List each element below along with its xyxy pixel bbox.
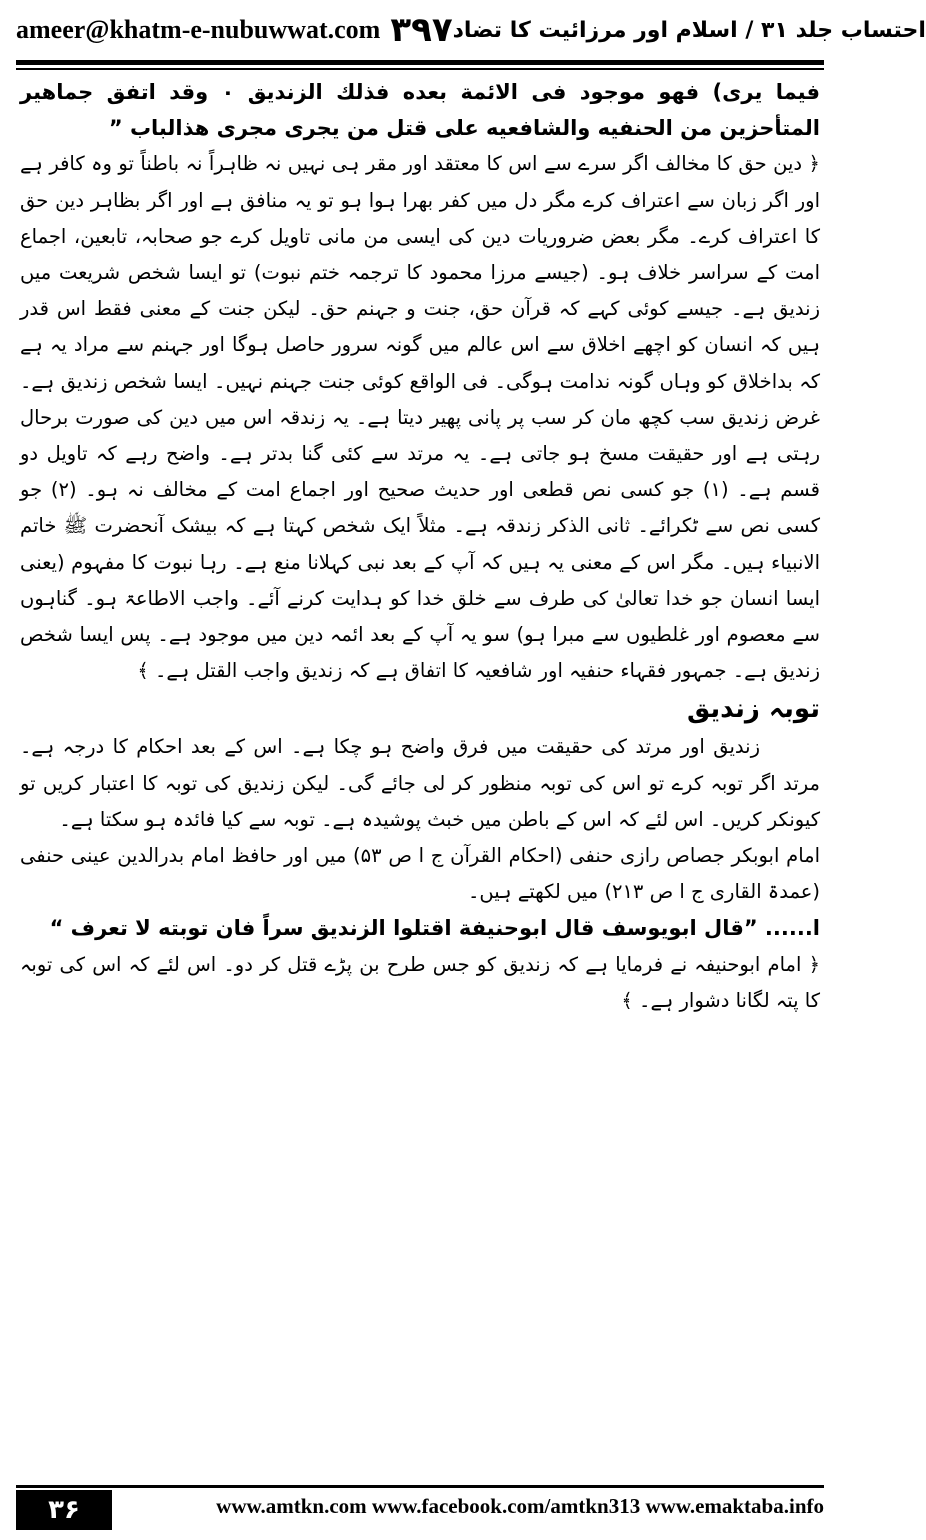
paragraph-1: ﴿ دین حق کا مخالف اگر سرے سے اس کا معتقد اور مقر ہی نہیں نہ ظاہراً نہ باطناً تو وہ کافر ہے اور اگر زبان سے اعتراف کرے مگر دل میں کفر بھرا ہوا ہو تو یہ منافق ہے اور اگر بظاہر دین حق کا اعتراف کرے۔ مگر بعض ضروریات دین کی ایسی من مانی تاویل کرے جو صحابہ، تابعین، اجماع امت کے سراسر خلاف ہو۔ (جیسے مرزا محمود کا ترجمہ ختم نبوت) تو ایسا شخص شریعت میں زندیق ہے۔ جیسے کوئی کہے کہ قرآن حق، جنت و جہنم حق۔ لیکن جنت کے معنی فقط اس قدر ہیں کہ انسان کو اچھے اخلاق سے اس عالم میں گونہ سرور حاصل ہوگا اور جہنم سے مراد یہ ہے کہ بداخلاق کو وہاں گونہ ندامت ہوگی۔ فی الواقع کوئی جنت جہنم نہیں۔ ایسا شخص زندیق ہے۔ غرض زندیق سب کچھ مان کر سب پر پانی پھیر دیتا ہے۔ یہ زندقہ اس میں دین کی صورت برحال رہتی ہے اور حقیقت مسخ ہو جاتی ہے۔ یہ مرتد سے کئی گنا بدتر ہے۔ واضح رہے کہ تاویل دو قسم ہے۔ (۱) جو کسی نص قطعی اور حدیث صحیح اور اجماع امت کے مخالف نہ ہو۔ (۲) جو کسی نص سے ٹکرائے۔ ثانی الذکر زندقہ ہے۔ مثلاً ایک شخص کہتا ہے کہ بیشک آنحضرت ﷺ خاتم الانبیاء ہیں۔ مگر اس کے معنی یہ ہیں کہ آپ کے بعد نبی کہلانا منع ہے۔ رہا نبوت کا مفہوم (یعنی ایسا انسان جو خدا تعالیٰ کی طرف سے خلق خدا کو ہدایت کرنے آئے۔ واجب الاطاعۃ ہو۔ گناہوں سے معصوم اور غلطیوں سے مبرا ہو) سو یہ آپ کے بعد ائمہ دین میں موجود ہے۔ پس ایسا شخص زندیق ہے۔ جمہور فقہاء حنفیہ اور شافعیہ کا اتفاق ہے کہ زندیق واجب القتل ہے۔ ﴾ [20, 152, 821, 683]
header-email: ameer@khatm-e-nubuwwat.com [16, 15, 381, 44]
footer-page-number: ۳۶ [16, 1490, 112, 1530]
paragraph-4: ﴿ امام ابوحنیفہ نے فرمایا ہے کہ زندیق کو جس طرح بن پڑے قتل کر دو۔ اس لئے کہ اس کی توبہ کا پتہ لگانا دشوار ہے۔ ﴾ [20, 952, 820, 1012]
header-rule-thick [16, 60, 824, 65]
arabic-quote-2: ا...... ”قال ابویوسف قال ابوحنيفة اقتلوا الزنديق سراً فان توبته لا تعرف “ [49, 916, 820, 941]
page-header [16, 4, 926, 56]
paragraph-3: امام ابوبکر جصاص رازی حنفی (احکام القرآن ج ا ص ۵۳) میں اور حافظ امام بدرالدین عینی حنفی (عمدۃ القاری ج ا ص ۲۱۳) میں لکھتے ہیں۔ [20, 844, 820, 904]
page-footer [16, 1485, 824, 1532]
header-left [16, 10, 453, 50]
header-rule-thin [16, 68, 824, 70]
arabic-quote-1: فیما یری) فهو موجود فی الائمة بعده فذلك الزنديق ۰ وقد اتفق جماهير المتأحزين من الحنفيه والشافعيه على قتل من يجرى مجرى هذالباب ” [20, 80, 820, 141]
section-heading: توبہ زندیق [686, 694, 820, 725]
header-book-title: احتساب جلد ۳۱ / اسلام اور مرزائیت کا تضاد [452, 17, 926, 43]
paragraph-2: زندیق اور مرتد کی حقیقت میں فرق واضح ہو چکا ہے۔ اس کے بعد احکام کا درجہ ہے۔ مرتد اگر توبہ کرے تو اس کی توبہ منظور کر لی جائے گی۔ لیکن زندیق کی توبہ کا اعتبار کریں تو کیونکر کریں۔ اس لئے کہ اس کے باطن میں خبث پوشیدہ ہے۔ توبہ سے کیا فائدہ ہو سکتا ہے۔ [20, 735, 820, 831]
header-page-number: ۳۹۷ [390, 10, 453, 50]
page-content [20, 74, 820, 1480]
footer-urls: www.amtkn.com www.facebook.com/amtkn313 www.emaktaba.info [216, 1494, 824, 1518]
